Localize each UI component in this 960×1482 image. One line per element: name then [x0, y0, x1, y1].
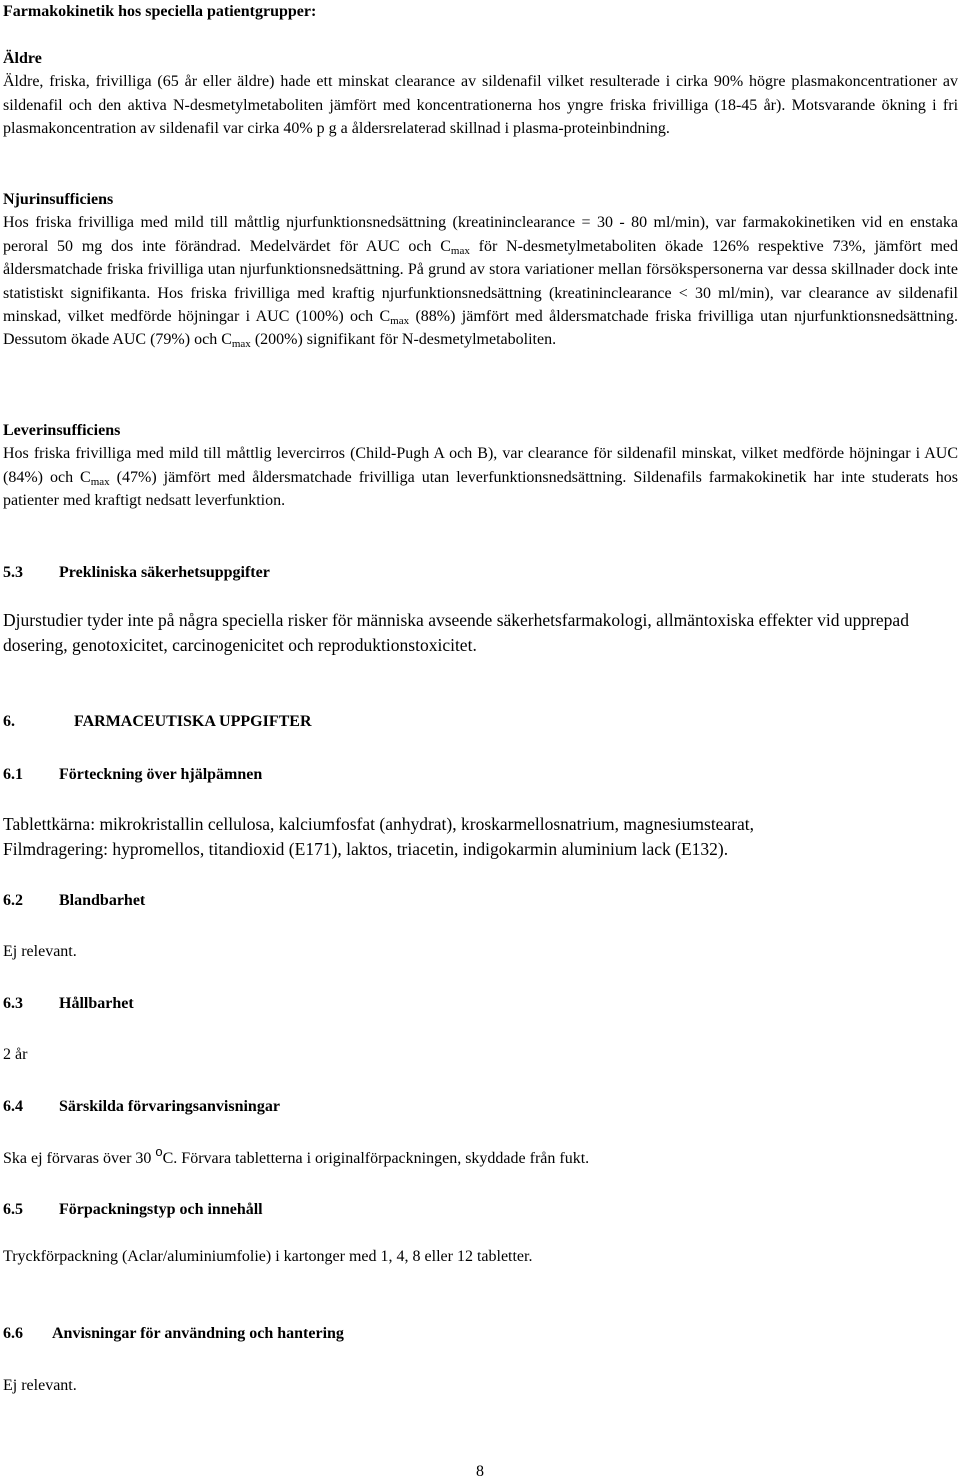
- hepatic-text-2: (47%) jämfört med åldersmatchade frivilliga utan leverfunktionsnedsättning. Sildenafils farmakokinetik har inte studerats hos patienter med kraftigt nedsatt leverfunktion.: [3, 468, 959, 510]
- excipients-core: Tablettkärna: mikrokristallin cellulosa, kalciumfosfat (anhydrat), kroskarmellosnatrium, magnesiumstearat,: [3, 814, 755, 834]
- section-6-3-text: 2 år: [3, 1046, 28, 1063]
- section-6-1-text: [3, 812, 958, 862]
- section-6-2-heading: [3, 889, 958, 912]
- section-number: 6.3: [3, 995, 23, 1012]
- section-5-3-heading: [3, 561, 958, 584]
- elderly-heading: Äldre: [3, 50, 42, 67]
- cmax-sub: max: [390, 315, 410, 328]
- section-number: 6.1: [3, 766, 23, 783]
- section-5-3-text: Djurstudier tyder inte på några speciella risker för människa avseende säkerhetsfarmakologi, allmäntoxiska effekter vid upprepad dosering, genotoxicitet, carcinogenicitet och reproduktionstoxicitet.: [3, 610, 909, 655]
- elderly-text: [3, 70, 958, 140]
- section-title: Prekliniska säkerhetsuppgifter: [59, 564, 270, 581]
- section-title: Blandbarhet: [59, 892, 146, 909]
- section-6-5-text: Tryckförpackning (Aclar/aluminiumfolie) i kartonger med 1, 4, 8 eller 12 tabletter.: [3, 1248, 533, 1265]
- storage-text-1: Ska ej förvaras över 30: [3, 1150, 156, 1167]
- storage-text-2: C. Förvara tabletterna i originalförpackningen, skyddade från fukt.: [162, 1150, 590, 1167]
- elderly-section: [3, 47, 958, 141]
- excipients-coating: Filmdragering: hypromellos, titandioxid (E171), laktos, triacetin, indigokarmin aluminium lack (E132).: [3, 839, 729, 859]
- cmax-sub: max: [90, 475, 110, 488]
- hepatic-text-1: Hos friska frivilliga med mild till måttlig levercirros (Child-Pugh A och B), var clearance för sildenafil minskat, vilket medförde höjningar i AUC (84%) och C: [3, 445, 958, 486]
- hepatic-section: [3, 419, 958, 513]
- section-title: Förteckning över hjälpämnen: [59, 766, 263, 783]
- section-title: Särskilda förvaringsanvisningar: [59, 1098, 280, 1115]
- hepatic-heading: Leverinsufficiens: [3, 422, 121, 439]
- section-6-5-heading: [3, 1198, 958, 1221]
- renal-text: [3, 211, 958, 351]
- section-6-6-text: Ej relevant.: [3, 1377, 77, 1394]
- section-title: Förpackningstyp och innehåll: [59, 1201, 263, 1218]
- elderly-text-b: Motsvarande ökning i fri plasmakoncentration av sildenafil var cirka 40% p g a åldersrelaterad skillnad i plasma-proteinbindning.: [3, 96, 959, 138]
- section-number: 6.4: [3, 1098, 23, 1115]
- cmax-sub: max: [231, 338, 251, 351]
- renal-text-1: Hos friska frivilliga med mild till måttlig njurfunktionsnedsättning (kreatininclearance = 30 - 80 ml/min), var farmakokinetiken vid en enstaka peroral 50 mg dos inte förändrad. Medelvärdet för AUC och C: [3, 214, 958, 255]
- section-number: 6.2: [3, 892, 23, 909]
- section-number: 6.6: [3, 1325, 23, 1342]
- renal-heading: Njurinsufficiens: [3, 191, 114, 208]
- hepatic-text: [3, 442, 958, 512]
- section-number: 5.3: [3, 564, 23, 581]
- renal-text-3: (88%) jämfört med åldersmatchade friska frivilliga utan njurfunktionsnedsättning. Dessutom ökade AUC (79%) och C: [3, 308, 958, 349]
- section-6-heading: [3, 710, 958, 733]
- degree-symbol: o: [155, 1144, 163, 1159]
- renal-text-4: (200%) signifikant för N-desmetylmetaboliten.: [250, 331, 557, 349]
- section-6-2-text: Ej relevant.: [3, 943, 77, 960]
- elderly-text-a: Äldre, friska, frivilliga (65 år eller äldre) hade ett minskat clearance av sildenafil vilket resulterade i cirka 90% högre plasmakoncentrationer av sildenafil och den aktiva N-desmetylmetaboliten jämfört med koncentrationerna hos yngre friska frivilliga (18-45 år).: [3, 73, 958, 114]
- section-title: FARMACEUTISKA UPPGIFTER: [74, 713, 312, 730]
- renal-text-2: för N-desmetylmetaboliten ökade 126% respektive 73%, jämfört med åldersmatchade friska frivilliga utan njurfunktionsnedsättning. På grund av stora variationer mellan försökspersonerna var dessa skillnader dock inte statistiskt signifikanta. Hos friska frivilliga med kraftig njurfunktionsnedsättning (kreatininclearance < 30 ml/min), var clearance av sildenafil minskad, vilket medförde höjningar i AUC (100%) och C: [3, 237, 958, 326]
- section-6-4-heading: [3, 1095, 958, 1118]
- section-6-3-heading: [3, 992, 958, 1015]
- renal-section: [3, 188, 958, 352]
- pk-special-title: Farmakokinetik hos speciella patientgrupper:: [3, 3, 317, 20]
- page-number: 8: [476, 1463, 484, 1480]
- section-number: 6.: [3, 713, 15, 730]
- section-title: Anvisningar för användning och hantering: [52, 1325, 344, 1342]
- section-number: 6.5: [3, 1201, 23, 1218]
- section-6-4-text: [3, 1144, 958, 1170]
- cmax-sub: max: [450, 244, 470, 257]
- section-title: Hållbarhet: [59, 995, 134, 1012]
- section-6-1-heading: [3, 763, 958, 786]
- section-6-6-heading: [3, 1322, 958, 1345]
